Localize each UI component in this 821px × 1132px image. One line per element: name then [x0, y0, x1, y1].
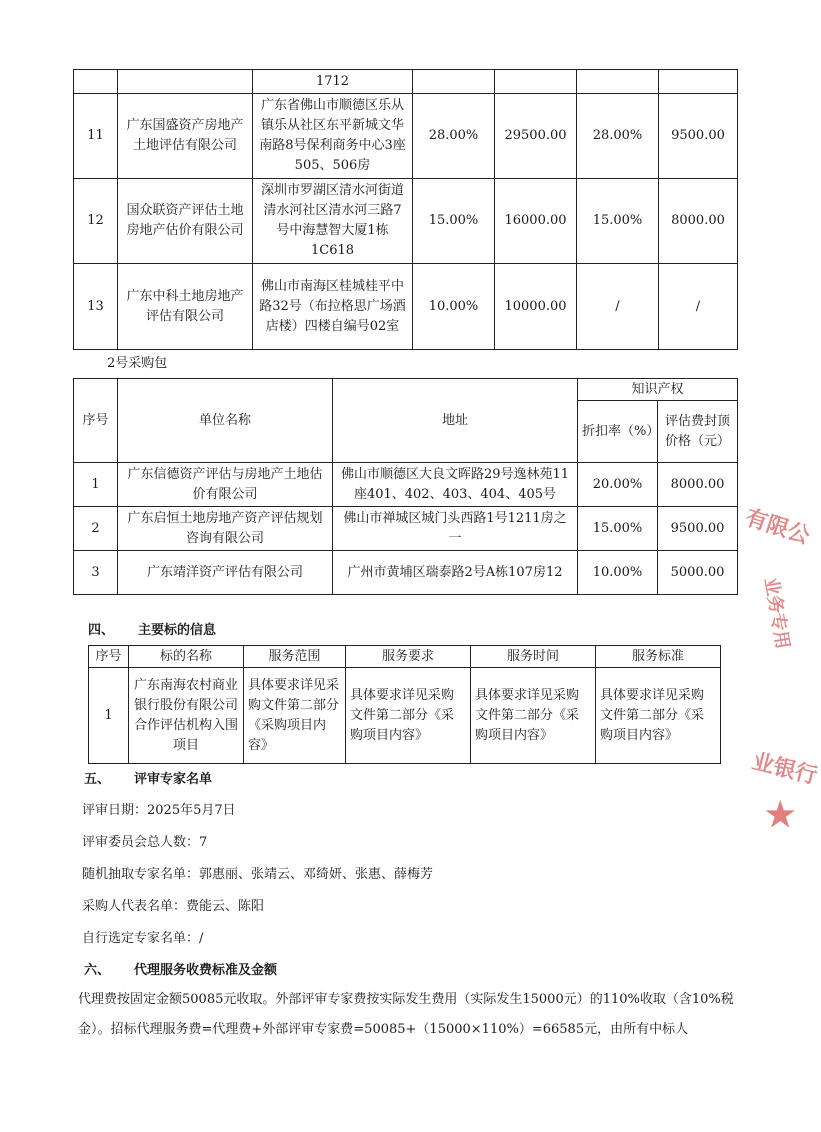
cell-rate: 28.00%	[577, 94, 659, 179]
table-header-row	[89, 646, 721, 668]
seal-text: 业务专用	[759, 575, 794, 651]
subject-info-table	[88, 645, 721, 764]
cell-no: 1	[74, 463, 118, 507]
table-row	[89, 668, 721, 764]
cell-name: 广东靖洋资产评估有限公司	[118, 551, 333, 595]
section-title: 代理服务收费标准及金额	[134, 963, 278, 978]
seal-text: 有限公	[742, 504, 813, 550]
cell-no: 12	[74, 179, 118, 264]
cell-address: 1712	[253, 70, 413, 94]
fee-paragraph: 代理费按固定金额50085元收取。外部评审专家费按实际发生费用（实际发生15000元）的110%收取（含10%税金）。招标代理服务费=代理费+外部评审专家费=50085+（15000×110%）=66585元，由所有中标人	[78, 992, 734, 1037]
header-req: 服务要求	[346, 646, 471, 668]
cell-no	[74, 70, 118, 94]
table-row	[74, 463, 738, 507]
section-number: 四、	[88, 623, 115, 638]
seal-stamp-mid	[759, 575, 797, 650]
cell-rate: /	[577, 264, 659, 350]
cell-address: 广州市黄埔区瑞泰路2号A栋107房12	[333, 551, 578, 595]
section-number: 五、	[84, 772, 111, 787]
cell-name: 广东启恒土地房地产资产评估规划咨询有限公司	[118, 507, 333, 551]
section-number: 六、	[84, 963, 111, 978]
seal-stamp-top	[742, 501, 814, 551]
cell-name: 国众联资产评估土地房地产估价有限公司	[118, 179, 253, 264]
cell-price	[659, 70, 738, 94]
cell-address: 深圳市罗湖区清水河街道清水河社区清水河三路7号中海慧智大厦1栋1C618	[253, 179, 413, 264]
cell-name: 广东南海农村商业银行股份有限公司合作评估机构入围项目	[129, 668, 244, 764]
cell-address: 广东省佛山市顺德区乐从镇乐从社区东平新城文华南路8号保利商务中心3座505、506房	[253, 94, 413, 179]
cell-price: 8000.00	[659, 179, 738, 264]
cell-rate: 10.00%	[578, 551, 658, 595]
cell-price: 29500.00	[495, 94, 577, 179]
header-rate: 折扣率（%）	[578, 401, 658, 463]
seal-stamp-bottom	[749, 744, 821, 790]
self-selected-experts: 自行选定专家名单：/	[82, 931, 204, 946]
cell-address: 佛山市南海区桂城桂平中路32号（布拉格思广场酒店楼）四楼自编号02室	[253, 264, 413, 350]
table-header-row	[74, 379, 738, 401]
table-row	[74, 507, 738, 551]
cell-rate: 15.00%	[578, 507, 658, 551]
cell-price: 8000.00	[658, 463, 738, 507]
seal-star-icon: ★	[765, 795, 796, 835]
seal-text: 业银行	[749, 748, 820, 790]
table-row	[74, 551, 738, 595]
cell-name: 广东国盛资产房地产土地评估有限公司	[118, 94, 253, 179]
header-scope: 服务范围	[244, 646, 346, 668]
cell-rate: 28.00%	[413, 94, 495, 179]
cell-scope: 具体要求详见采购文件第二部分《采购项目内容》	[244, 668, 346, 764]
cell-price	[495, 70, 577, 94]
section4-heading	[88, 622, 216, 640]
cell-rate: 15.00%	[413, 179, 495, 264]
cell-time: 具体要求详见采购文件第二部分《采购项目内容》	[471, 668, 596, 764]
section-title: 主要标的信息	[138, 623, 217, 638]
cell-name: 广东信德资产评估与房地产土地估价有限公司	[118, 463, 333, 507]
header-price: 评估费封顶价格（元）	[658, 401, 738, 463]
cell-no: 1	[89, 668, 129, 764]
cell-no: 11	[74, 94, 118, 179]
header-address: 地址	[333, 379, 578, 463]
cell-no: 13	[74, 264, 118, 350]
bidder-table-package1	[73, 69, 738, 350]
cell-address: 佛山市顺德区大良文晖路29号逸林苑11座401、402、403、404、405号	[333, 463, 578, 507]
header-name: 标的名称	[129, 646, 244, 668]
table-row	[74, 179, 738, 264]
header-ip: 知识产权	[578, 379, 738, 401]
purchaser-reps: 采购人代表名单：费能云、陈阳	[82, 899, 265, 914]
committee-count: 评审委员会总人数：7	[82, 835, 208, 850]
cell-rate: 20.00%	[578, 463, 658, 507]
section-title: 评审专家名单	[134, 772, 213, 787]
cell-no: 3	[74, 551, 118, 595]
header-name: 单位名称	[118, 379, 333, 463]
cell-rate: 15.00%	[577, 179, 659, 264]
cell-rate	[577, 70, 659, 94]
random-experts: 随机抽取专家名单：郭惠丽、张靖云、邓绮妍、张惠、薛梅芳	[82, 867, 434, 882]
header-time: 服务时间	[471, 646, 596, 668]
cell-rate: 10.00%	[413, 264, 495, 350]
section6-heading	[84, 962, 277, 980]
header-no: 序号	[89, 646, 129, 668]
cell-no: 2	[74, 507, 118, 551]
review-date: 评审日期：2025年5月7日	[82, 803, 236, 818]
cell-req: 具体要求详见采购文件第二部分《采购项目内容》	[346, 668, 471, 764]
package2-label: 2号采购包	[107, 356, 168, 371]
table-row	[74, 94, 738, 179]
table-row	[74, 70, 738, 94]
cell-price: 9500.00	[658, 507, 738, 551]
section5-heading	[84, 771, 212, 789]
cell-price: 9500.00	[659, 94, 738, 179]
cell-price: 5000.00	[658, 551, 738, 595]
cell-rate	[413, 70, 495, 94]
cell-std: 具体要求详见采购文件第二部分《采购项目内容》	[596, 668, 721, 764]
cell-name	[118, 70, 253, 94]
table-row	[74, 264, 738, 350]
cell-price: 16000.00	[495, 179, 577, 264]
bidder-table-package2	[73, 378, 738, 595]
header-std: 服务标准	[596, 646, 721, 668]
cell-address: 佛山市禅城区城门头西路1号1211房之一	[333, 507, 578, 551]
header-no: 序号	[74, 379, 118, 463]
cell-price: 10000.00	[495, 264, 577, 350]
cell-name: 广东中科土地房地产评估有限公司	[118, 264, 253, 350]
cell-price: /	[659, 264, 738, 350]
